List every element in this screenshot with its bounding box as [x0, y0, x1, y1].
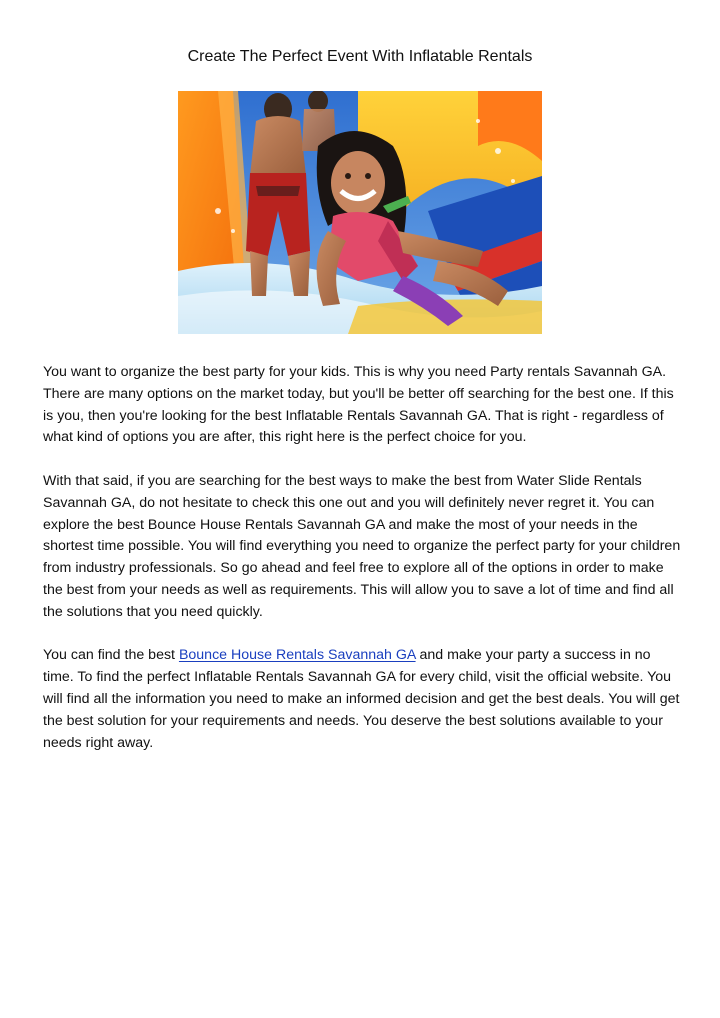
paragraph-2-text: With that said, if you are searching for the best ways to make the best from Water Slide Rentals Savannah GA, do not hesitate to check this one out and you will definitely never regret it. You can explore the best Bounce House Rentals Savannah GA and make the most of your needs in the shortest time possible. You will find everything you need to organize the perfect party for your children from industry professionals. So go ahead and feel free to explore all of the options in order to make the best from your needs as well as requirements. This will allow you to save a lot of time and find all the solutions that you need quickly. [43, 472, 681, 620]
paragraph-3 [43, 645, 683, 754]
hero-photo [178, 91, 542, 334]
paragraph-2 [43, 471, 683, 624]
paragraph-1-text: You want to organize the best party for your kids. This is why you need Party rentals Savannah GA. There are many options on the market today, but you'll be better off searching for the best one. If this is you, then you're looking for the best Inflatable Rentals Savannah GA. That is right - regardless of what kind of options you are after, this right here is the perfect choice for you. [43, 364, 674, 446]
bounce-house-rentals-link[interactable]: Bounce House Rentals Savannah GA [178, 647, 416, 664]
paragraph-3-text-after: and make your party a success in no time. To find the perfect Inflatable Rentals Savannah GA for every child, visit the official website. You will find all the information you need to make an informed decision and get the best deals. You will get the best solution for your requirements and needs. You deserve the best solutions available to your needs right away. [43, 647, 680, 751]
page-title: Create The Perfect Event With Inflatable Rentals [187, 48, 533, 65]
paragraph-1 [43, 362, 683, 449]
paragraph-3-text-before: You can find the best [43, 647, 179, 664]
article-body [43, 362, 683, 776]
